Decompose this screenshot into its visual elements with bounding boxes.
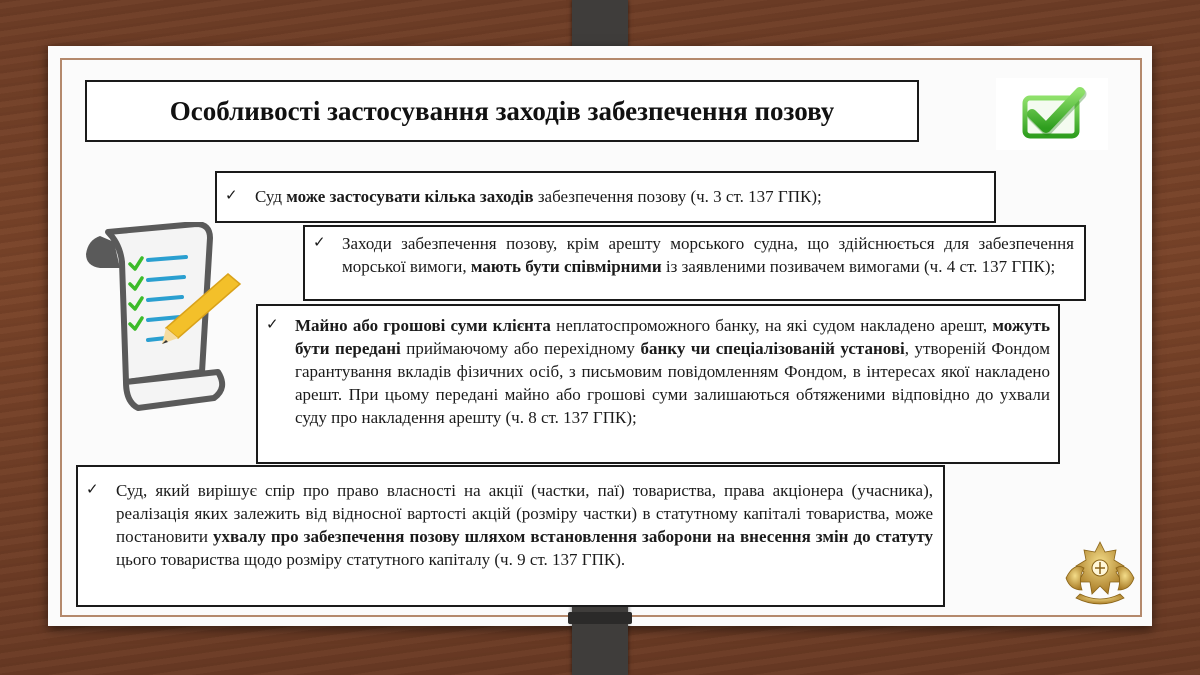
point-text-segment: цього товариства щодо розміру статутного капіталу (ч. 9 ст. 137 ГПК). [116,550,626,569]
point-text-3 [295,314,1050,429]
gold-emblem-icon [1056,538,1144,612]
point-text-segment: Суд [255,187,287,206]
bottom-clip [568,612,632,624]
point-text-segment: Заходи забезпечення позову, крім арешту морського судна, що здійснюється для забезпечення морської вимоги, [342,234,1074,276]
point-text-emphasis: банку чи спеціалізованій установі [640,339,905,358]
check-bullet-icon: ✓ [225,188,238,204]
slide-title: Особливості застосування заходів забезпечення позову [169,95,835,126]
point-text-segment: приймаючому або перехідному [400,339,641,358]
point-text-1 [255,185,980,208]
point-text-segment: із заявленими позивачем вимогами (ч. 4 ст. 137 ГПК); [661,257,1056,276]
point-text-emphasis: ухвалу про забезпечення позову шляхом встановлення заборони на внесення змін до статуту [213,527,933,546]
point-box-2 [303,225,1086,301]
green-checkmark-icon [996,78,1108,150]
point-text-2 [342,232,1074,278]
point-text-emphasis: може застосувати кілька заходів [286,187,534,206]
point-text-segment: , утвореній Фондом гарантування вкладів фізичних осіб, з письмовим повідомленням Фондом, в інтересах якої накладено арешт. При цьому передані майно або грошові суми залишаються обтяженими відповідно до ухвали суду про накладення арешту (ч. 8 ст. 137 ГПК); [295,339,1050,427]
point-text-emphasis: можуть бути передані [295,316,1050,358]
point-box-1 [215,171,996,223]
point-text-segment: забезпечення позову (ч. 3 ст. 137 ГПК); [533,187,822,206]
point-text-4 [116,479,933,571]
check-bullet-icon: ✓ [266,317,279,333]
check-bullet-icon: ✓ [313,235,326,251]
point-text-emphasis: Майно або грошові суми клієнта [295,316,551,335]
point-text-segment: неплатоспроможного банку, на які судом накладено арешт, [550,316,993,335]
checklist-scroll-with-pencil-icon [78,222,248,412]
point-text-emphasis: мають бути співмірними [470,257,662,276]
point-box-4 [76,465,945,607]
title-box [85,80,919,142]
point-box-3 [256,304,1060,464]
point-text-segment: Суд, який вирішує спір про право власності на акції (частки, паї) товариства, права акціонера (учасника), реалізація яких залежить від відносної вартості акцій (розміру частки) в статутному капіталі товариства, може постановити [116,481,933,546]
check-bullet-icon: ✓ [86,482,99,498]
